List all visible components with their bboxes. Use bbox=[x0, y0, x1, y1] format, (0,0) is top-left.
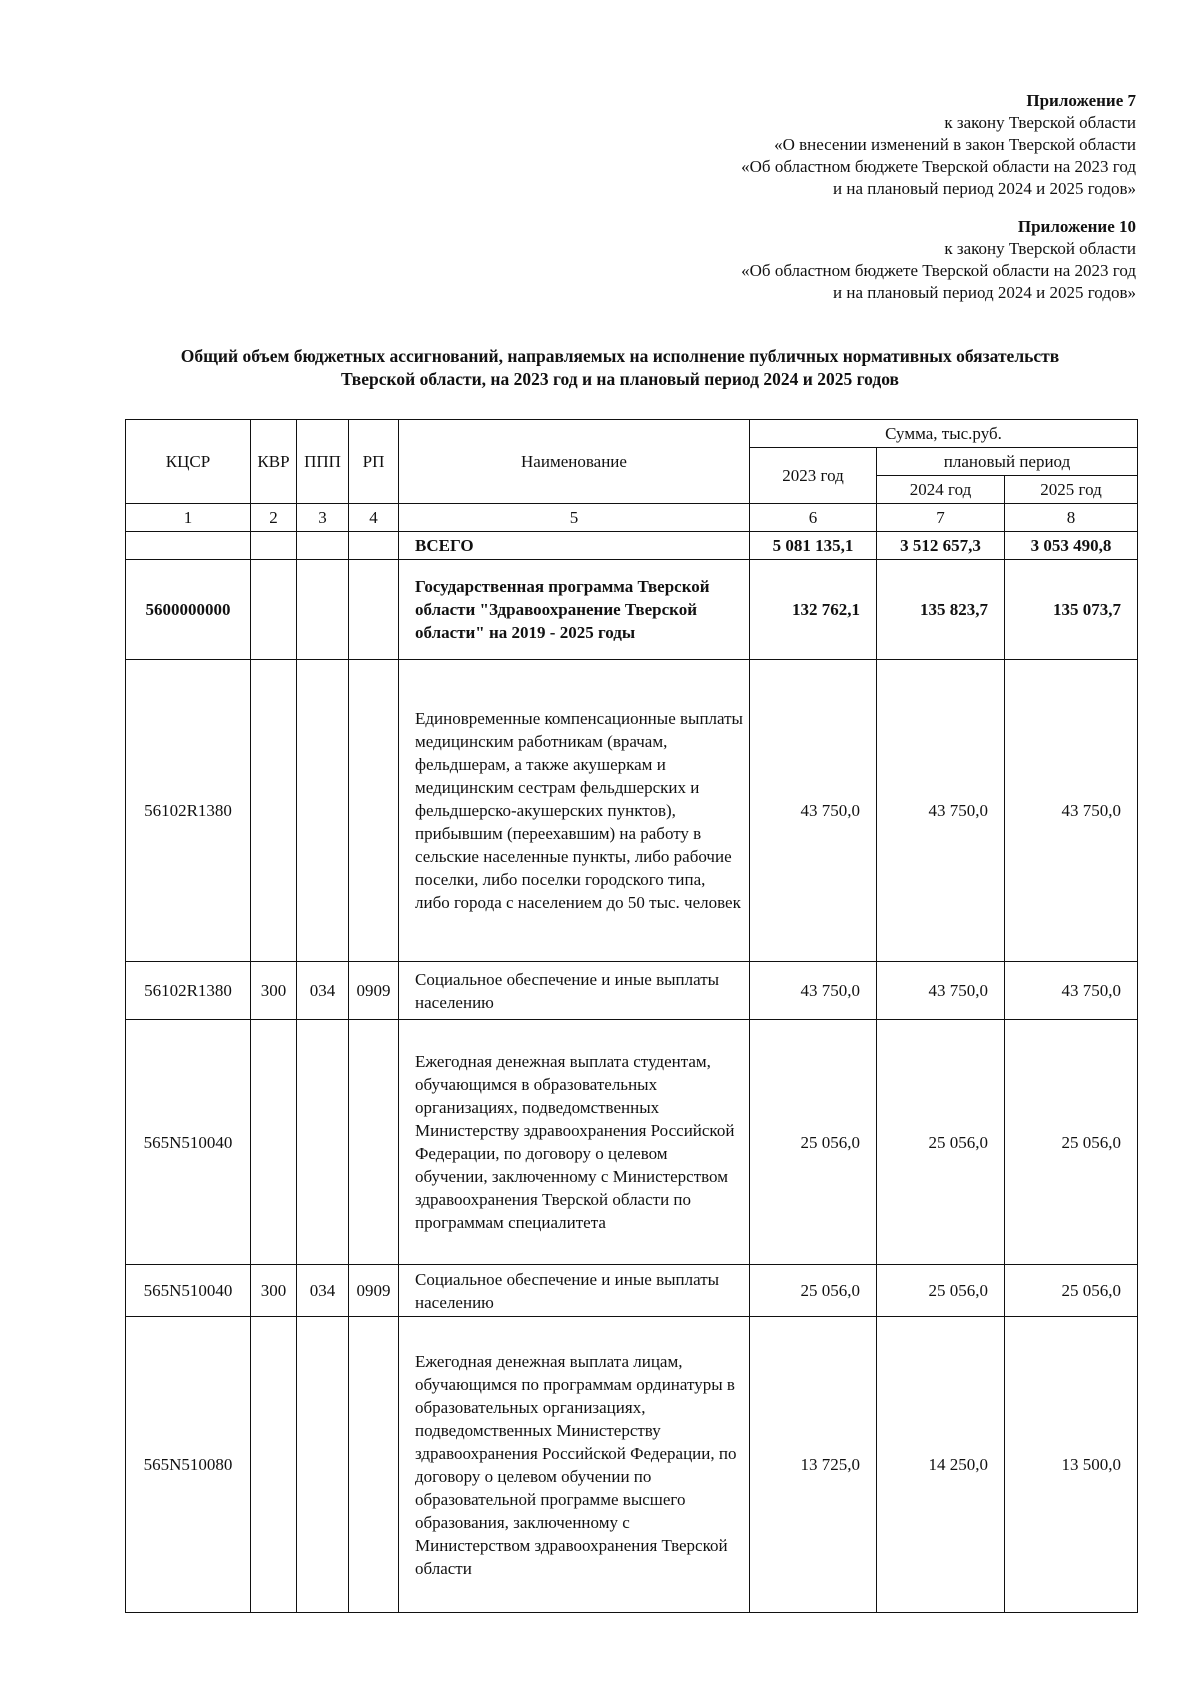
column-number: 4 bbox=[349, 504, 399, 532]
cell-rp bbox=[349, 560, 399, 660]
cell-name: Социальное обеспечение и иные выплаты населению bbox=[399, 962, 750, 1020]
document-title-line: Тверской области, на 2023 год и на плановый период 2024 и 2025 годов bbox=[341, 369, 899, 389]
cell-2024: 135 823,7 bbox=[877, 560, 1005, 660]
column-number: 5 bbox=[399, 504, 750, 532]
cell-kvr bbox=[251, 532, 297, 560]
column-number: 7 bbox=[877, 504, 1005, 532]
cell-ppp: 034 bbox=[297, 962, 349, 1020]
appendix-7-line: «О внесении изменений в закон Тверской области bbox=[774, 135, 1136, 154]
cell-kvr: 300 bbox=[251, 1265, 297, 1317]
header-kcsr: КЦСР bbox=[126, 420, 251, 504]
column-number-row bbox=[126, 504, 1138, 532]
cell-2023: 43 750,0 bbox=[750, 962, 877, 1020]
cell-kvr bbox=[251, 560, 297, 660]
appendix-10-line: к закону Тверской области bbox=[944, 239, 1136, 258]
cell-ppp bbox=[297, 532, 349, 560]
cell-name: Ежегодная денежная выплата лицам, обучающимся по программам ординатуры в образовательных организациях, подведомственных Министерству здравоохранения Российской Федерации, по договору о целевом обучении по образовательной программе высшего образования, заключенному с Министерством здравоохранения Тверской области bbox=[399, 1317, 750, 1613]
appendix-10-line: и на плановый период 2024 и 2025 годов» bbox=[833, 283, 1136, 302]
appendix-7-header bbox=[741, 90, 1136, 200]
table-row bbox=[126, 1265, 1138, 1317]
cell-kvr: 300 bbox=[251, 962, 297, 1020]
cell-2025: 25 056,0 bbox=[1005, 1265, 1138, 1317]
cell-rp: 0909 bbox=[349, 962, 399, 1020]
cell-ppp bbox=[297, 560, 349, 660]
total-2024: 3 512 657,3 bbox=[877, 532, 1005, 560]
cell-2025: 43 750,0 bbox=[1005, 962, 1138, 1020]
header-plan-period: плановый период bbox=[877, 448, 1138, 476]
cell-name: Ежегодная денежная выплата студентам, обучающимся в образовательных организациях, подведомственных Министерству здравоохранения Российской Федерации, по договору о целевом обучении, заключенному с Министерством здравоохранения Тверской области по программам специалитета bbox=[399, 1020, 750, 1265]
appendix-10-title: Приложение 10 bbox=[1017, 217, 1136, 236]
cell-kvr bbox=[251, 660, 297, 962]
cell-ppp bbox=[297, 1020, 349, 1265]
cell-2024: 25 056,0 bbox=[877, 1265, 1005, 1317]
cell-kcsr: 565N510040 bbox=[126, 1020, 251, 1265]
cell-2025: 13 500,0 bbox=[1005, 1317, 1138, 1613]
cell-rp bbox=[349, 532, 399, 560]
column-number: 6 bbox=[750, 504, 877, 532]
cell-ppp: 034 bbox=[297, 1265, 349, 1317]
cell-2023: 13 725,0 bbox=[750, 1317, 877, 1613]
table-row bbox=[126, 660, 1138, 962]
cell-2024: 43 750,0 bbox=[877, 962, 1005, 1020]
header-name: Наименование bbox=[399, 420, 750, 504]
total-label: ВСЕГО bbox=[399, 532, 750, 560]
document-title bbox=[120, 345, 1120, 391]
cell-2024: 25 056,0 bbox=[877, 1020, 1005, 1265]
cell-2025: 135 073,7 bbox=[1005, 560, 1138, 660]
cell-rp bbox=[349, 1020, 399, 1265]
header-sum: Сумма, тыс.руб. bbox=[750, 420, 1138, 448]
appendix-10-line: «Об областном бюджете Тверской области на 2023 год bbox=[741, 261, 1136, 280]
cell-rp bbox=[349, 1317, 399, 1613]
table-row bbox=[126, 1020, 1138, 1265]
cell-kcsr: 56102R1380 bbox=[126, 660, 251, 962]
budget-table bbox=[125, 419, 1138, 1613]
cell-2023: 132 762,1 bbox=[750, 560, 877, 660]
table-row bbox=[126, 560, 1138, 660]
cell-kcsr: 565N510080 bbox=[126, 1317, 251, 1613]
cell-2023: 25 056,0 bbox=[750, 1020, 877, 1265]
header-row bbox=[126, 420, 1138, 448]
header-2024: 2024 год bbox=[877, 476, 1005, 504]
total-2025: 3 053 490,8 bbox=[1005, 532, 1138, 560]
header-2025: 2025 год bbox=[1005, 476, 1138, 504]
cell-2025: 25 056,0 bbox=[1005, 1020, 1138, 1265]
cell-2024: 43 750,0 bbox=[877, 660, 1005, 962]
header-rp: РП bbox=[349, 420, 399, 504]
cell-ppp bbox=[297, 1317, 349, 1613]
header-2023: 2023 год bbox=[750, 448, 877, 504]
cell-ppp bbox=[297, 660, 349, 962]
table-row bbox=[126, 1317, 1138, 1613]
column-number: 1 bbox=[126, 504, 251, 532]
cell-kvr bbox=[251, 1317, 297, 1613]
total-2023: 5 081 135,1 bbox=[750, 532, 877, 560]
header-ppp: ППП bbox=[297, 420, 349, 504]
cell-2023: 25 056,0 bbox=[750, 1265, 877, 1317]
appendix-7-line: и на плановый период 2024 и 2025 годов» bbox=[833, 179, 1136, 198]
cell-kvr bbox=[251, 1020, 297, 1265]
cell-kcsr: 56102R1380 bbox=[126, 962, 251, 1020]
column-number: 2 bbox=[251, 504, 297, 532]
cell-kcsr bbox=[126, 532, 251, 560]
header-kvr: КВР bbox=[251, 420, 297, 504]
cell-kcsr: 5600000000 bbox=[126, 560, 251, 660]
cell-name: Социальное обеспечение и иные выплаты населению bbox=[399, 1265, 750, 1317]
cell-2023: 43 750,0 bbox=[750, 660, 877, 962]
column-number: 3 bbox=[297, 504, 349, 532]
cell-2024: 14 250,0 bbox=[877, 1317, 1005, 1613]
column-number: 8 bbox=[1005, 504, 1138, 532]
cell-name: Государственная программа Тверской области "Здравоохранение Тверской области" на 2019 - 2025 годы bbox=[399, 560, 750, 660]
cell-name: Единовременные компенсационные выплаты медицинским работникам (врачам, фельдшерам, а также акушеркам и медицинским сестрам фельдшерских и фельдшерско-акушерских пунктов), прибывшим (переехавшим) на работу в сельские населенные пункты, либо рабочие поселки, либо поселки городского типа, либо города с населением до 50 тыс. человек bbox=[399, 660, 750, 962]
cell-rp: 0909 bbox=[349, 1265, 399, 1317]
cell-rp bbox=[349, 660, 399, 962]
total-row bbox=[126, 532, 1138, 560]
table-row bbox=[126, 962, 1138, 1020]
document-title-line: Общий объем бюджетных ассигнований, направляемых на исполнение публичных нормативных обязательств bbox=[180, 346, 1060, 366]
appendix-7-line: к закону Тверской области bbox=[944, 113, 1136, 132]
cell-kcsr: 565N510040 bbox=[126, 1265, 251, 1317]
appendix-7-title: Приложение 7 bbox=[1026, 91, 1136, 110]
appendix-10-header bbox=[741, 216, 1136, 304]
cell-2025: 43 750,0 bbox=[1005, 660, 1138, 962]
appendix-7-line: «Об областном бюджете Тверской области на 2023 год bbox=[741, 157, 1136, 176]
